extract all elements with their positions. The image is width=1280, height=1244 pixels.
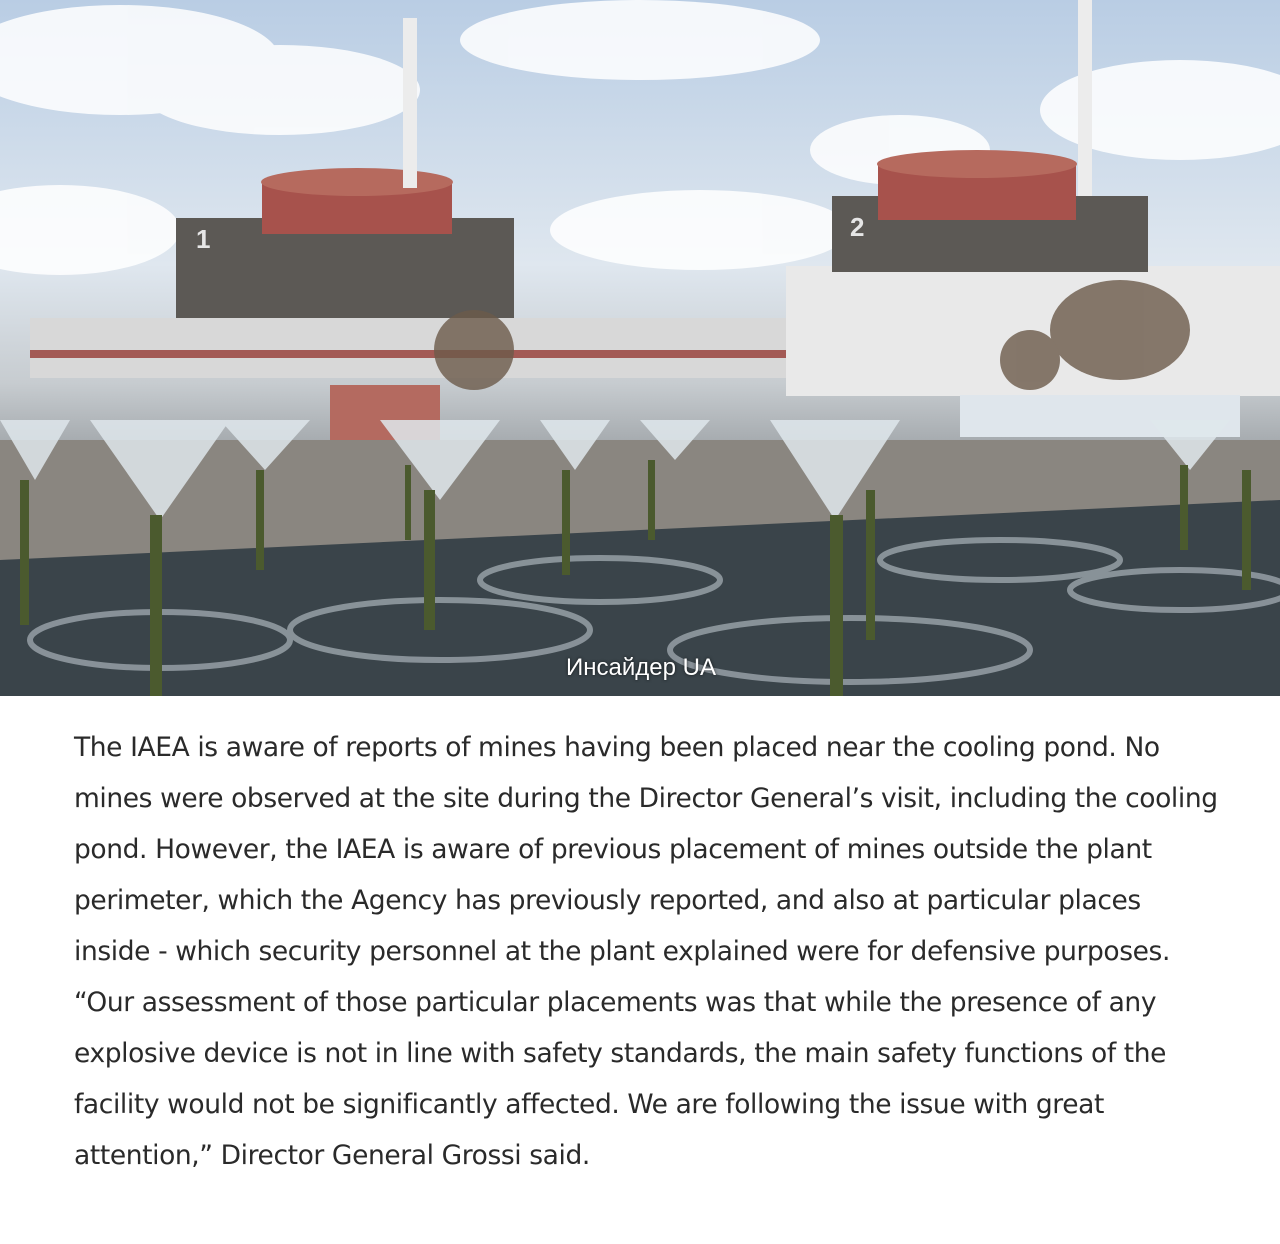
unit-2-label: 2 bbox=[850, 212, 865, 242]
unit-1-label: 1 bbox=[196, 224, 211, 254]
article-paragraph: The IAEA is aware of reports of mines having been placed near the cooling pond. No mines were observed at the site during the Director General’s visit, including the cooling pond. However, the IAEA is aware of previous placement of mines outside the plant perimeter, which the Agency has previously reported, and also at particular places inside - which security personnel at the plant explained were for defensive purposes. “Our assessment of those particular placements was that while the presence of any explosive device is not in line with safety standards, the main safety functions of the facility would not be significantly affected. We are following the issue with great attention,” Director General Grossi said. bbox=[74, 732, 1218, 1171]
article-body bbox=[74, 722, 1224, 1181]
long-building bbox=[30, 318, 790, 378]
watermark: Инсайдер UA bbox=[566, 654, 716, 681]
stack-2 bbox=[1078, 0, 1092, 196]
stack-1 bbox=[403, 18, 417, 188]
